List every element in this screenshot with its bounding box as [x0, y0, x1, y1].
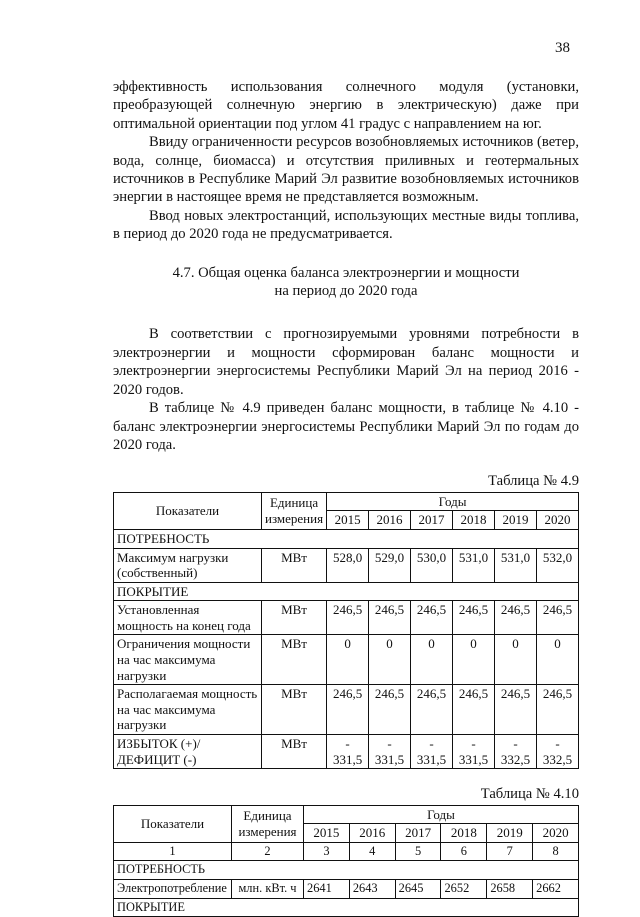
cell-value: 2662 — [533, 880, 579, 899]
cell-value: 529,0 — [369, 548, 411, 582]
page-number: 38 — [555, 40, 570, 56]
cell-value: 246,5 — [369, 601, 411, 635]
cell-value: 246,5 — [495, 601, 537, 635]
row-unit: МВт — [262, 635, 327, 685]
table-caption: Таблица № 4.10 — [480, 786, 579, 803]
power-balance-table — [113, 492, 579, 770]
cell-value: - 331,5 — [411, 735, 453, 769]
year-header: 2019 — [495, 511, 537, 530]
year-header: 2018 — [453, 511, 495, 530]
cell-value: - 331,5 — [369, 735, 411, 769]
section-row: ПОТРЕБНОСТЬ — [114, 861, 579, 880]
cell-value: 2652 — [441, 880, 487, 899]
header-indicators: Показатели — [114, 492, 262, 529]
year-header: 2020 — [537, 511, 579, 530]
section-row: ПОТРЕБНОСТЬ — [114, 529, 579, 548]
section-row: ПОКРЫТИЕ — [114, 582, 579, 601]
year-header: 2015 — [304, 824, 350, 843]
cell-value: 532,0 — [537, 548, 579, 582]
cell-value: 0 — [453, 635, 495, 685]
section-heading-line: на период до 2020 года — [274, 283, 418, 300]
row-label: Максимум нагрузки (собственный) — [114, 548, 262, 582]
cell-value: 0 — [495, 635, 537, 685]
row-label: Располагаемая мощность на час максимума нагрузки — [114, 685, 262, 735]
paragraph: В таблице № 4.9 приведен баланс мощности, в таблице № 4.10 - баланс электроэнергии энергосистемы Республики Марий Эл по годам до 2020 года. — [113, 400, 579, 453]
energy-balance-table — [113, 805, 579, 917]
section-row: ПОКРЫТИЕ — [114, 898, 579, 917]
document-body — [113, 78, 579, 917]
row-unit: МВт — [262, 735, 327, 769]
table-row — [114, 880, 579, 899]
paragraph: Ввод новых электростанций, использующих местные виды топлива, в период до 2020 года не предусматривается. — [113, 207, 579, 243]
header-years: Годы — [327, 492, 579, 511]
cell-value: 246,5 — [327, 685, 369, 735]
paragraph: В соответствии с прогнозируемыми уровнями потребности в электроэнергии и мощности сформирован баланс мощности и электроэнергии энергосистемы Республики Марий Эл на период 2016 - 2020 годов. — [113, 326, 579, 398]
table-caption: Таблица № 4.9 — [488, 473, 579, 490]
table-row — [114, 685, 579, 735]
year-header: 2020 — [533, 824, 579, 843]
cell-value: 246,5 — [537, 685, 579, 735]
column-number: 1 — [114, 842, 232, 861]
table-row — [114, 548, 579, 582]
cell-value: 246,5 — [411, 601, 453, 635]
column-number: 3 — [304, 842, 350, 861]
section-heading — [113, 264, 579, 301]
cell-value: 2658 — [487, 880, 533, 899]
cell-value: 246,5 — [537, 601, 579, 635]
cell-value: 246,5 — [453, 601, 495, 635]
cell-value: 2643 — [349, 880, 395, 899]
year-header: 2016 — [349, 824, 395, 843]
cell-value: 530,0 — [411, 548, 453, 582]
row-unit: млн. кВт. ч — [232, 880, 304, 899]
year-header: 2016 — [369, 511, 411, 530]
table-row — [114, 635, 579, 685]
cell-value: 246,5 — [327, 601, 369, 635]
cell-value: 0 — [537, 635, 579, 685]
section-heading-line: 4.7. Общая оценка баланса электроэнергии и мощности — [172, 264, 520, 281]
column-number: 5 — [395, 842, 441, 861]
cell-value: - 331,5 — [453, 735, 495, 769]
year-header: 2017 — [395, 824, 441, 843]
cell-value: - 331,5 — [327, 735, 369, 769]
header-years: Годы — [304, 805, 579, 824]
cell-value: 0 — [327, 635, 369, 685]
column-number: 6 — [441, 842, 487, 861]
year-header: 2015 — [327, 511, 369, 530]
row-unit: МВт — [262, 601, 327, 635]
year-header: 2018 — [441, 824, 487, 843]
cell-value: 0 — [411, 635, 453, 685]
cell-value: 2641 — [304, 880, 350, 899]
column-number: 4 — [349, 842, 395, 861]
row-label: Ограничения мощности на час максимума нагрузки — [114, 635, 262, 685]
row-label: Установленная мощность на конец года — [114, 601, 262, 635]
year-header: 2017 — [411, 511, 453, 530]
row-label: Электропотребление — [114, 880, 232, 899]
column-number-row — [114, 842, 579, 861]
cell-value: 246,5 — [495, 685, 537, 735]
row-unit: МВт — [262, 685, 327, 735]
paragraph: Ввиду ограниченности ресурсов возобновляемых источников (ветер, вода, солнце, биомасса) и отсутствия приливных и геотермальных источников в Республике Марий Эл развитие возобновляемых источников энергии в настоящее время не представляется возможным. — [113, 134, 579, 206]
year-header: 2019 — [487, 824, 533, 843]
column-number: 2 — [232, 842, 304, 861]
cell-value: 528,0 — [327, 548, 369, 582]
header-unit: Единица измерения — [232, 805, 304, 842]
cell-value: 2645 — [395, 880, 441, 899]
header-unit: Единица измерения — [262, 492, 327, 529]
table-row — [114, 601, 579, 635]
paragraph: эффективность использования солнечного модуля (установки, преобразующей солнечную энергию в электрическую) даже при оптимальной ориентации под углом 41 градус с направлением на юг. — [113, 79, 579, 132]
row-unit: МВт — [262, 548, 327, 582]
cell-value: - 332,5 — [537, 735, 579, 769]
cell-value: 531,0 — [495, 548, 537, 582]
cell-value: 0 — [369, 635, 411, 685]
cell-value: 246,5 — [453, 685, 495, 735]
row-label: ИЗБЫТОК (+)/ ДЕФИЦИТ (-) — [114, 735, 262, 769]
table-row — [114, 735, 579, 769]
column-number: 7 — [487, 842, 533, 861]
cell-value: - 332,5 — [495, 735, 537, 769]
cell-value: 531,0 — [453, 548, 495, 582]
cell-value: 246,5 — [411, 685, 453, 735]
header-indicators: Показатели — [114, 805, 232, 842]
cell-value: 246,5 — [369, 685, 411, 735]
column-number: 8 — [533, 842, 579, 861]
